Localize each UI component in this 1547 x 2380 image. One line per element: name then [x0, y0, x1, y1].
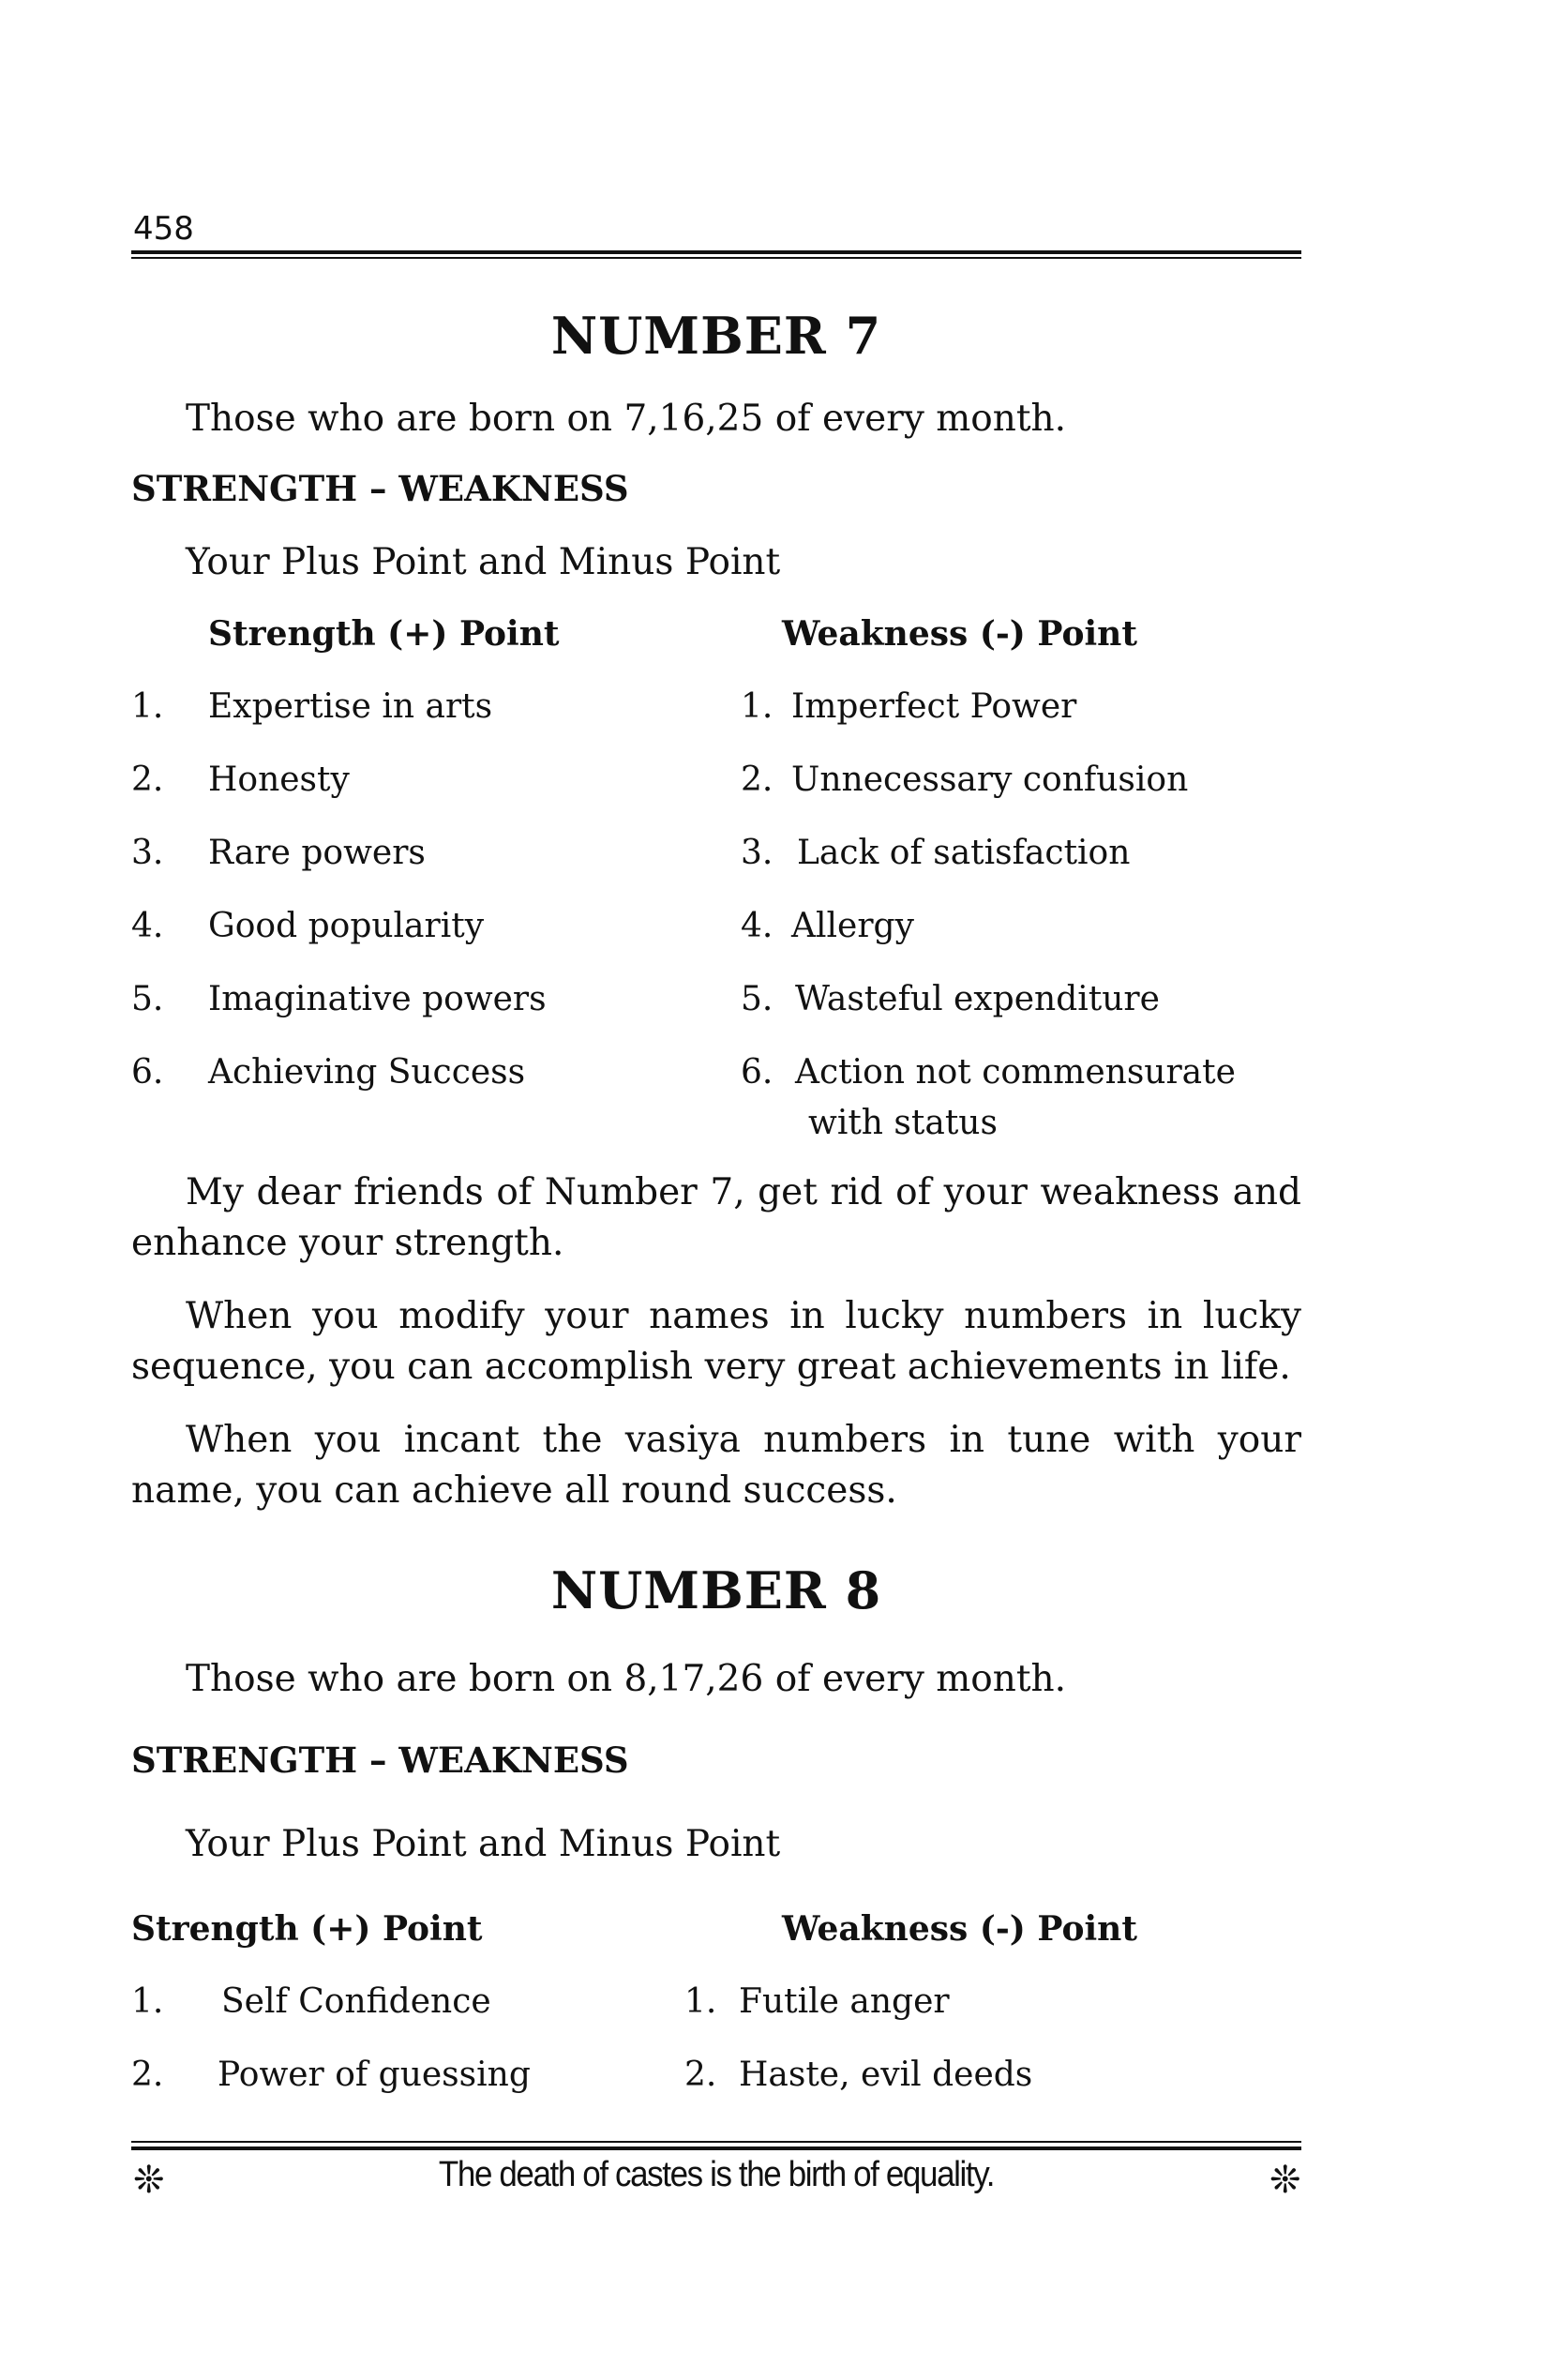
list-item	[741, 755, 773, 806]
item-number: 2.	[131, 761, 164, 799]
weakness-column-header: Weakness (-) Point	[782, 1909, 1137, 1949]
list-item	[741, 828, 773, 879]
list-item	[131, 755, 163, 806]
list-item	[795, 974, 1160, 1025]
list-item	[131, 1977, 163, 2027]
item-text: Wasteful expenditure	[795, 980, 1160, 1018]
paragraph-text: My dear friends of Number 7, get rid of your weakness and enhance your strength.	[131, 1171, 1301, 1264]
section-heading-number-8: NUMBER 8	[550, 1560, 882, 1620]
strength-column-header: Strength (+) Point	[131, 1909, 483, 1949]
list-item	[684, 2050, 716, 2101]
item-text: Futile anger	[739, 1982, 950, 2021]
item-text: Rare powers	[208, 834, 426, 872]
plus-minus-text: Your Plus Point and Minus Point	[186, 1823, 781, 1865]
page-number: 458	[133, 210, 194, 248]
ornament-left-icon: ❊	[133, 2159, 165, 2202]
item-number: 1.	[131, 687, 164, 726]
section-heading-number-7: NUMBER 7	[550, 306, 882, 366]
list-item	[791, 682, 1076, 732]
item-text: with status	[808, 1104, 998, 1142]
list-item	[221, 1977, 491, 2027]
item-number: 2.	[741, 761, 774, 799]
list-item	[218, 2050, 531, 2101]
item-text: Expertise in arts	[208, 687, 493, 726]
list-item	[791, 901, 914, 952]
list-item	[131, 2050, 163, 2101]
list-item	[797, 828, 1130, 879]
list-item	[741, 1047, 773, 1098]
item-text: Lack of satisfaction	[797, 834, 1131, 872]
item-text: Action not commensurate	[795, 1053, 1236, 1092]
list-item	[208, 682, 492, 732]
list-item	[131, 974, 163, 1025]
strength-weakness-label: STRENGTH – WEAKNESS	[131, 1740, 629, 1781]
item-text: Haste, evil deeds	[739, 2056, 1033, 2094]
list-item	[208, 974, 547, 1025]
list-item	[131, 901, 163, 952]
item-number: 1.	[741, 687, 774, 726]
list-item	[739, 1977, 950, 2027]
list-item	[741, 682, 773, 732]
born-dates-text: Those who are born on 8,17,26 of every month.	[186, 1658, 1067, 1700]
item-number: 4.	[741, 907, 774, 945]
list-item	[684, 1977, 716, 2027]
item-number: 1.	[684, 1982, 717, 2021]
strength-column-header: Strength (+) Point	[208, 614, 560, 654]
footer-rule-thin	[131, 2141, 1301, 2143]
item-number: 4.	[131, 907, 164, 945]
list-item	[208, 828, 426, 879]
footer-rule-thick	[131, 2147, 1301, 2150]
list-item-continuation	[808, 1098, 998, 1149]
list-item	[208, 901, 484, 952]
footer-quote: The death of castes is the birth of equality.	[438, 2155, 995, 2194]
list-item	[131, 828, 163, 879]
born-dates-text: Those who are born on 7,16,25 of every month.	[186, 398, 1067, 440]
item-text: Good popularity	[208, 907, 485, 945]
item-number: 2.	[131, 2056, 164, 2094]
list-item	[795, 1047, 1236, 1098]
paragraph-text: When you modify your names in lucky numbers in lucky sequence, you can accomplish very great achievements in life.	[131, 1295, 1301, 1388]
paragraph	[131, 1167, 1301, 1269]
header-rule-thin	[131, 257, 1301, 259]
item-number: 3.	[131, 834, 164, 872]
item-text: Unnecessary confusion	[791, 761, 1189, 799]
item-number: 5.	[741, 980, 774, 1018]
paragraph	[131, 1415, 1301, 1516]
strength-weakness-label: STRENGTH – WEAKNESS	[131, 468, 629, 509]
item-number: 1.	[131, 1982, 164, 2021]
header-rule-thick	[131, 250, 1301, 254]
list-item	[741, 974, 773, 1025]
list-item	[131, 682, 163, 732]
item-text: Honesty	[208, 761, 350, 799]
ornament-right-icon: ❊	[1269, 2159, 1301, 2202]
item-text: Power of guessing	[218, 2056, 531, 2094]
item-number: 3.	[741, 834, 774, 872]
list-item	[131, 1047, 163, 1098]
list-item	[739, 2050, 1032, 2101]
paragraph	[131, 1291, 1301, 1393]
list-item	[208, 1047, 525, 1098]
paragraph-text: When you incant the vasiya numbers in tune with your name, you can achieve all round success.	[131, 1419, 1301, 1512]
item-number: 2.	[684, 2056, 717, 2094]
item-number: 5.	[131, 980, 164, 1018]
plus-minus-text: Your Plus Point and Minus Point	[186, 541, 781, 583]
item-text: Allergy	[791, 907, 914, 945]
weakness-column-header: Weakness (-) Point	[782, 614, 1137, 654]
item-text: Imperfect Power	[791, 687, 1077, 726]
item-text: Self Confidence	[221, 1982, 491, 2021]
item-text: Achieving Success	[208, 1053, 526, 1092]
list-item	[791, 755, 1188, 806]
list-item	[208, 755, 350, 806]
item-number: 6.	[741, 1053, 774, 1092]
list-item	[741, 901, 773, 952]
item-text: Imaginative powers	[208, 980, 547, 1018]
item-number: 6.	[131, 1053, 164, 1092]
